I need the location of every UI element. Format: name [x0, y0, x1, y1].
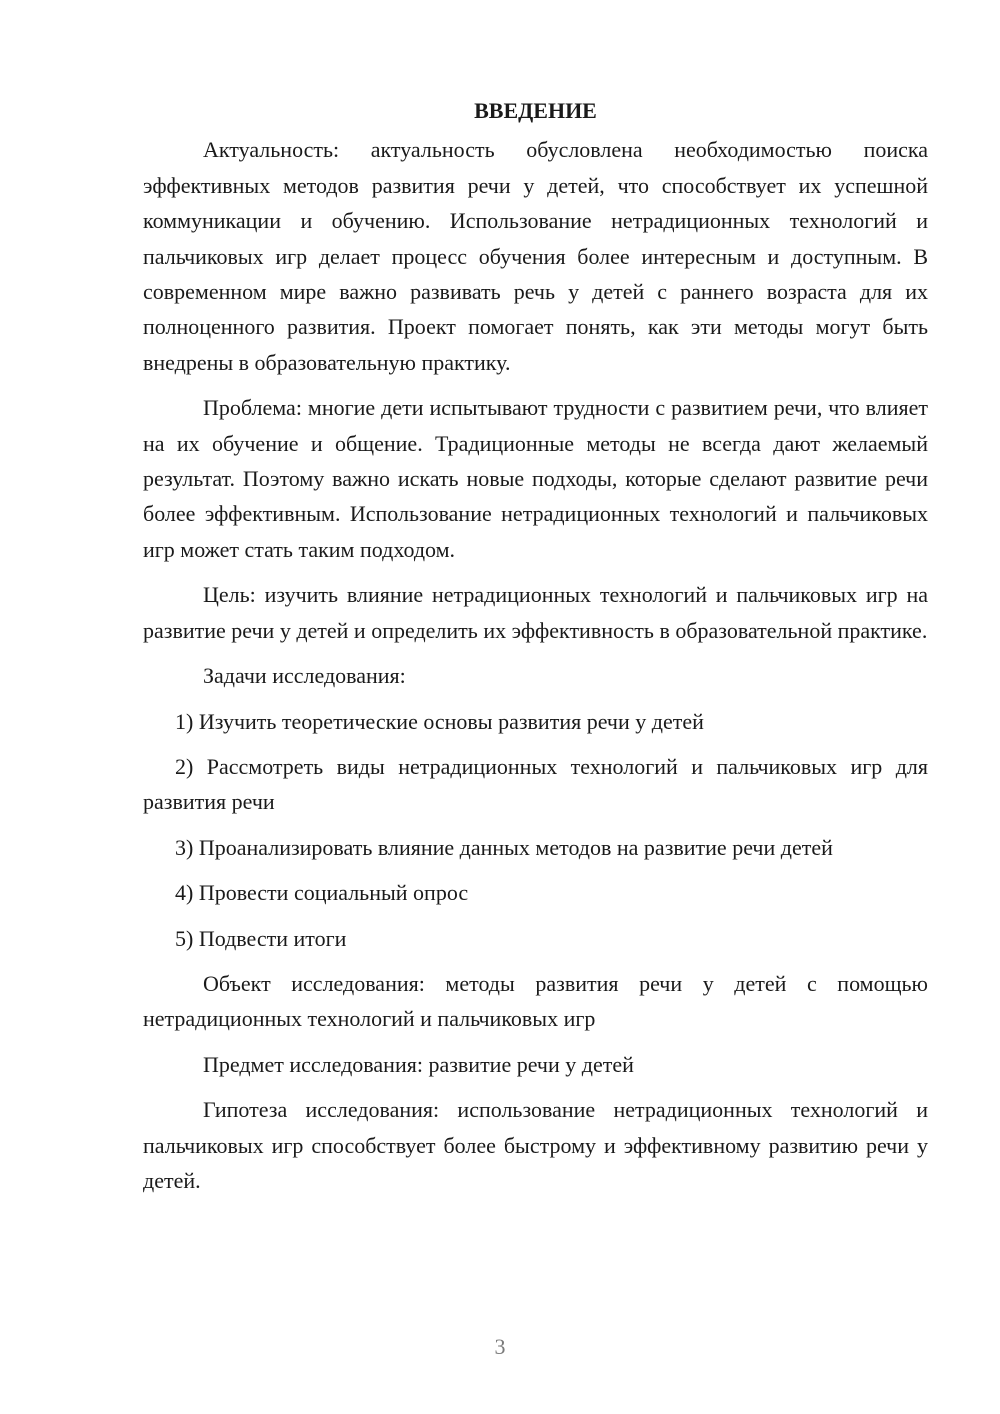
tasks-title: Задачи исследования:	[203, 663, 406, 689]
tasks-list	[143, 704, 928, 956]
subject-paragraph: Предмет исследования: развитие речи у детей	[203, 1051, 634, 1077]
relevance-paragraph: Актуальность: актуальность обусловлена необходимостью поиска эффективных методов развития речи у детей, что способствует их успешной коммуникации и обучению. Использование нетрадиционных технологий и пальчиковых игр делает процесс обучения более интересным и доступным. В современном мире важно развивать речь у детей с раннего возраста для их полноценного развития. Проект помогает понять, как эти методы могут быть внедрены в образовательную практику.	[143, 137, 928, 375]
hypothesis-paragraph: Гипотеза исследования: использование нетрадиционных технологий и пальчиковых игр способствует более быстрому и эффективному развитию речи у детей.	[143, 1097, 928, 1193]
task-item: 5) Подвести итоги	[175, 925, 347, 951]
section-heading: ВВЕДЕНИЕ	[474, 98, 597, 123]
page-number: 3	[494, 1334, 506, 1359]
task-item: 1) Изучить теоретические основы развития речи у детей	[175, 708, 704, 734]
task-item: 4) Провести социальный опрос	[175, 880, 469, 906]
goal-paragraph: Цель: изучить влияние нетрадиционных технологий и пальчиковых игр на развитие речи у детей и определить их эффективность в образовательной практике.	[143, 582, 928, 643]
task-item: 3) Проанализировать влияние данных методов на развитие речи детей	[175, 834, 833, 860]
problem-paragraph: Проблема: многие дети испытывают трудности с развитием речи, что влияет на их обучение и общение. Традиционные методы не всегда дают желаемый результат. Поэтому важно искать новые подходы, которые сделают развитие речи более эффективным. Использование нетрадиционных технологий и пальчиковых игр может стать таким подходом.	[143, 395, 928, 562]
page-content	[143, 93, 928, 1208]
object-paragraph: Объект исследования: методы развития речи у детей с помощью нетрадиционных технологий и пальчиковых игр	[143, 970, 928, 1032]
task-item: 2) Рассмотреть виды нетрадиционных технологий и пальчиковых игр для развития речи	[143, 753, 928, 815]
